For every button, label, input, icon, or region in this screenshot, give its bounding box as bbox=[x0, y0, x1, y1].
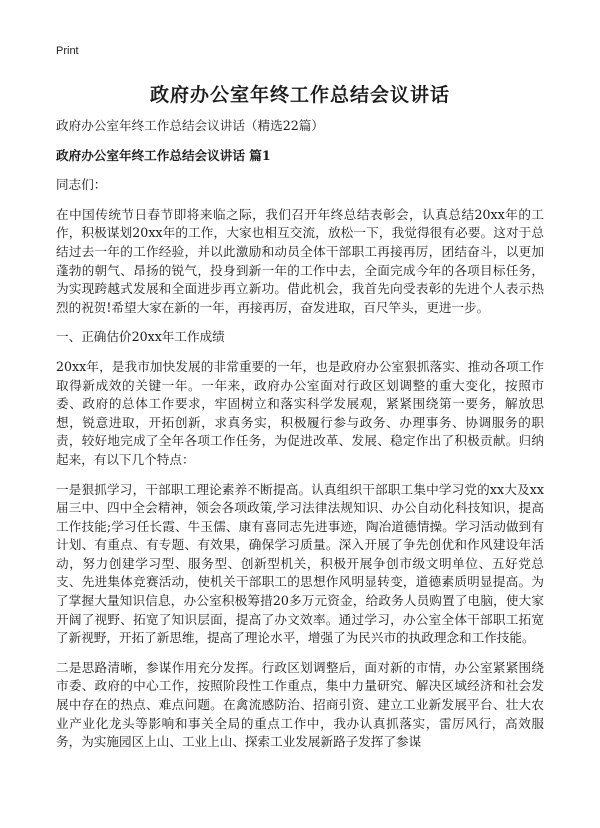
paragraph-summary: 20xx年，是我市加快发展的非常重要的一年，也是政府办公室狠抓落实、推动各项工作取得新成效的关键一年。一年来，政府办公室面对行政区划调整的重大变化，按照市委、政府的总体工作要求，牢固树立和落实科学发展观，紧紧围绕第一要务，解放思想，锐意进取，开拓创新，求真务实，积极履行参与政务、办理事务、协调服务的职责，较好地完成了全年各项工作任务，为促进改革、发展、稳定作出了积极贡献。归纳起来，有以下几个特点： bbox=[56, 358, 544, 467]
page-title: 政府办公室年终工作总结会议讲话 bbox=[149, 84, 450, 106]
subsection-heading: 一、正确估价20xx年工作成绩 bbox=[56, 329, 225, 345]
paragraph-intro: 在中国传统节日春节即将来临之际，我们召开年终总结表彰会，认真总结20xx年的工作，积极谋划20xx年的工作，大家也相互交流，放松一下，我觉得很有必要。这对于总结过去一年的工作经验，并以此激励和动员全体干部职工再接再厉，团结奋斗，以更加蓬勃的朝气、昂扬的锐气，投身到新一年的工作中去，全面完成今年的各项目标任务，为实现跨越式发展和全面进步再立新功。借此机会，我首先向受表彰的先进个人表示热烈的祝贺!希望大家在新的一年，再接再厉，奋发进取，百尺竿头，更进一步。 bbox=[56, 206, 544, 315]
greeting: 同志们： bbox=[56, 177, 107, 193]
document-body bbox=[56, 117, 544, 763]
section-heading: 政府办公室年终工作总结会议讲话 篇1 bbox=[56, 147, 271, 163]
paragraph-point-2: 二是思路清晰，参谋作用充分发挥。行政区划调整后，面对新的市情，办公室紧紧围绕市委、政府的中心工作，按照阶段性工作重点，集中力量研究、解决区域经济和社会发展中存在的热点、难点问题。在禽流感防治、招商引资、建立工业新发展平台、壮大农业产业化龙头等影响和事关全局的重点工作中，我办认真抓落实，雷厉风行，高效服务，为实施园区上山、工业上山、探索工业发展新路子发挥了参谋 bbox=[56, 659, 544, 750]
document-subtitle: 政府办公室年终工作总结会议讲话（精选22篇） bbox=[56, 118, 324, 133]
paragraph-point-1: 一是狠抓学习，干部职工理论素养不断提高。认真组织干部职工集中学习党的xx大及xx届三中、四中全会精神，领会各项政策,学习法律法规知识、办公自动化科技知识，提高工作技能;学习任长霞、牛玉儒、康有喜同志先进事迹，陶冶道德情操。学习活动做到有计划、有重点、有专题、有效果，确保学习质量。深入开展了争先创优和作风建设年活动，努力创建学习型、服务型、创新型机关，积极开展争创市级文明单位、五好党总支、先进集体竞赛活动，使机关干部职工的思想作风明显转变，道德素质明显提高。为了掌握大量知识信息，办公室积极筹措20多万元资金，给政务人员购置了电脑，使大家开阔了视野、拓宽了知识层面，提高了办文效率。通过学习，办公室全体干部职工拓宽了新视野，开拓了新思维，提高了理论水平，增强了为民兴市的执政理念和工作技能。 bbox=[56, 481, 544, 646]
print-label: Print bbox=[56, 45, 79, 57]
